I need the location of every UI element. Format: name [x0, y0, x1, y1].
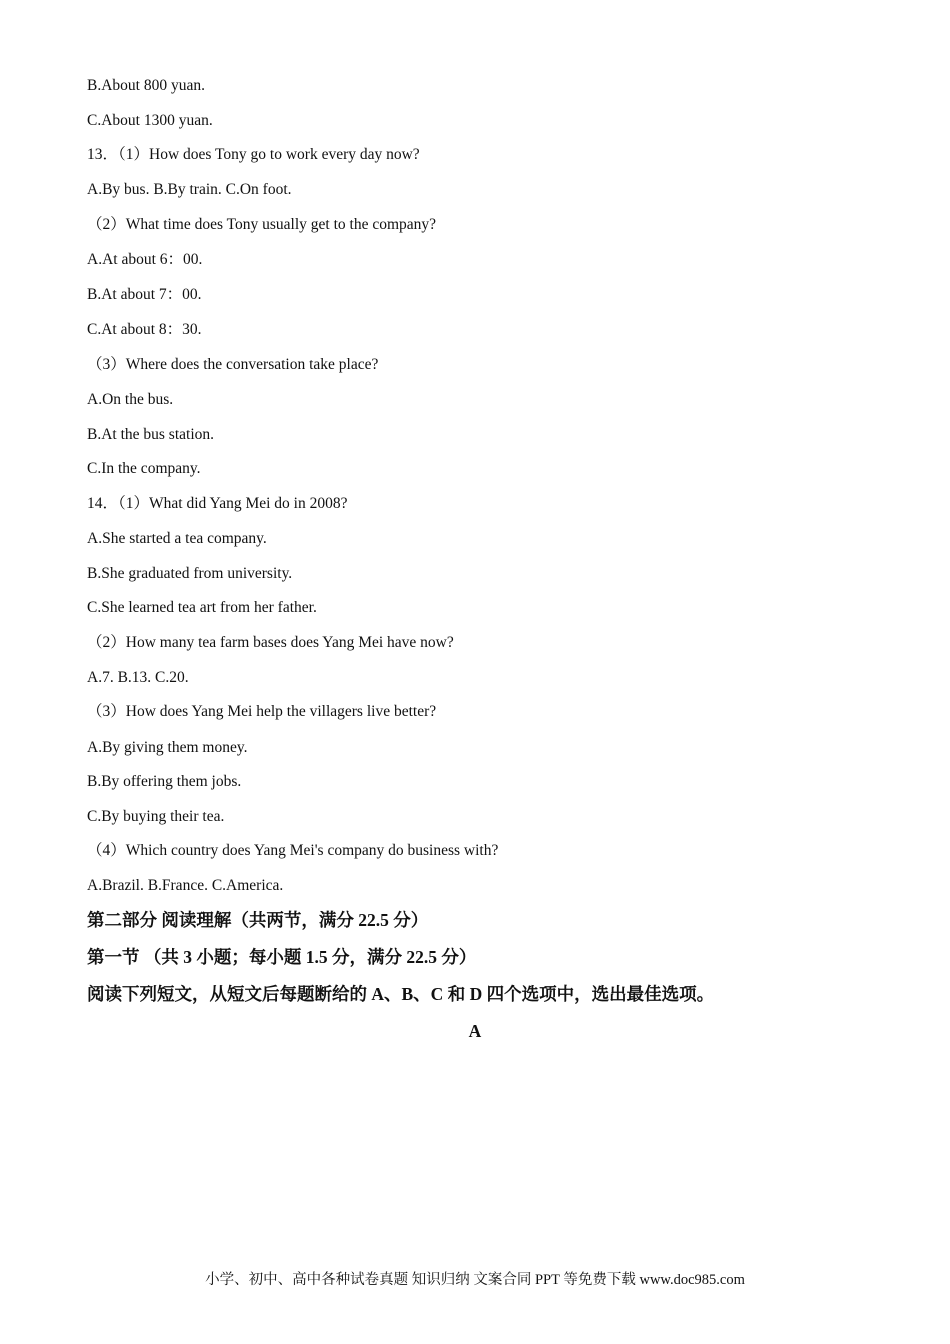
option-line: A.On the bus.	[87, 391, 174, 408]
question-13-3: （3）Where does the conversation take place?	[87, 356, 379, 373]
reading-instruction: 阅读下列短文，从短文后每题断给的 A、B、C 和 D 四个选项中，选出最佳选项。	[87, 984, 715, 1004]
question-13-1: 13．（1）How does Tony go to work every day now?	[87, 146, 420, 163]
option-line: A.She started a tea company.	[87, 530, 267, 547]
option-line: B.At the bus station.	[87, 426, 215, 443]
question-13-2: （2）What time does Tony usually get to the company?	[87, 216, 437, 233]
option-line: B.At about 7：00.	[87, 286, 202, 303]
option-line: A.By giving them money.	[87, 739, 248, 756]
option-line: C.By buying their tea.	[87, 808, 225, 825]
option-line: A.7. B.13. C.20.	[87, 669, 189, 686]
option-line: A.At about 6：00.	[87, 251, 203, 268]
option-line: A.By bus. B.By train. C.On foot.	[87, 181, 292, 198]
question-14-2: （2）How many tea farm bases does Yang Mei have now?	[87, 634, 454, 651]
page-footer: 小学、初中、高中各种试卷真题 知识归纳 文案合同 PPT 等免费下载 www.doc985.com	[205, 1272, 745, 1288]
option-line: B.By offering them jobs.	[87, 773, 242, 790]
passage-label: A	[468, 1021, 482, 1041]
option-line: A.Brazil. B.France. C.America.	[87, 877, 284, 894]
question-14-3: （3）How does Yang Mei help the villagers live better?	[87, 703, 437, 720]
option-line: C.About 1300 yuan.	[87, 112, 213, 129]
section-one-heading: 第一节 （共 3 小题；每小题 1.5 分，满分 22.5 分）	[87, 947, 477, 967]
option-line: C.In the company.	[87, 460, 201, 477]
question-14-4: （4）Which country does Yang Mei's company do business with?	[87, 842, 499, 859]
option-line: B.She graduated from university.	[87, 565, 293, 582]
question-14-1: 14．（1）What did Yang Mei do in 2008?	[87, 495, 348, 512]
option-line: C.At about 8：30.	[87, 321, 202, 338]
option-line: C.She learned tea art from her father.	[87, 599, 317, 616]
option-line: B.About 800 yuan.	[87, 77, 205, 94]
part-two-heading: 第二部分 阅读理解（共两节，满分 22.5 分）	[87, 910, 429, 930]
